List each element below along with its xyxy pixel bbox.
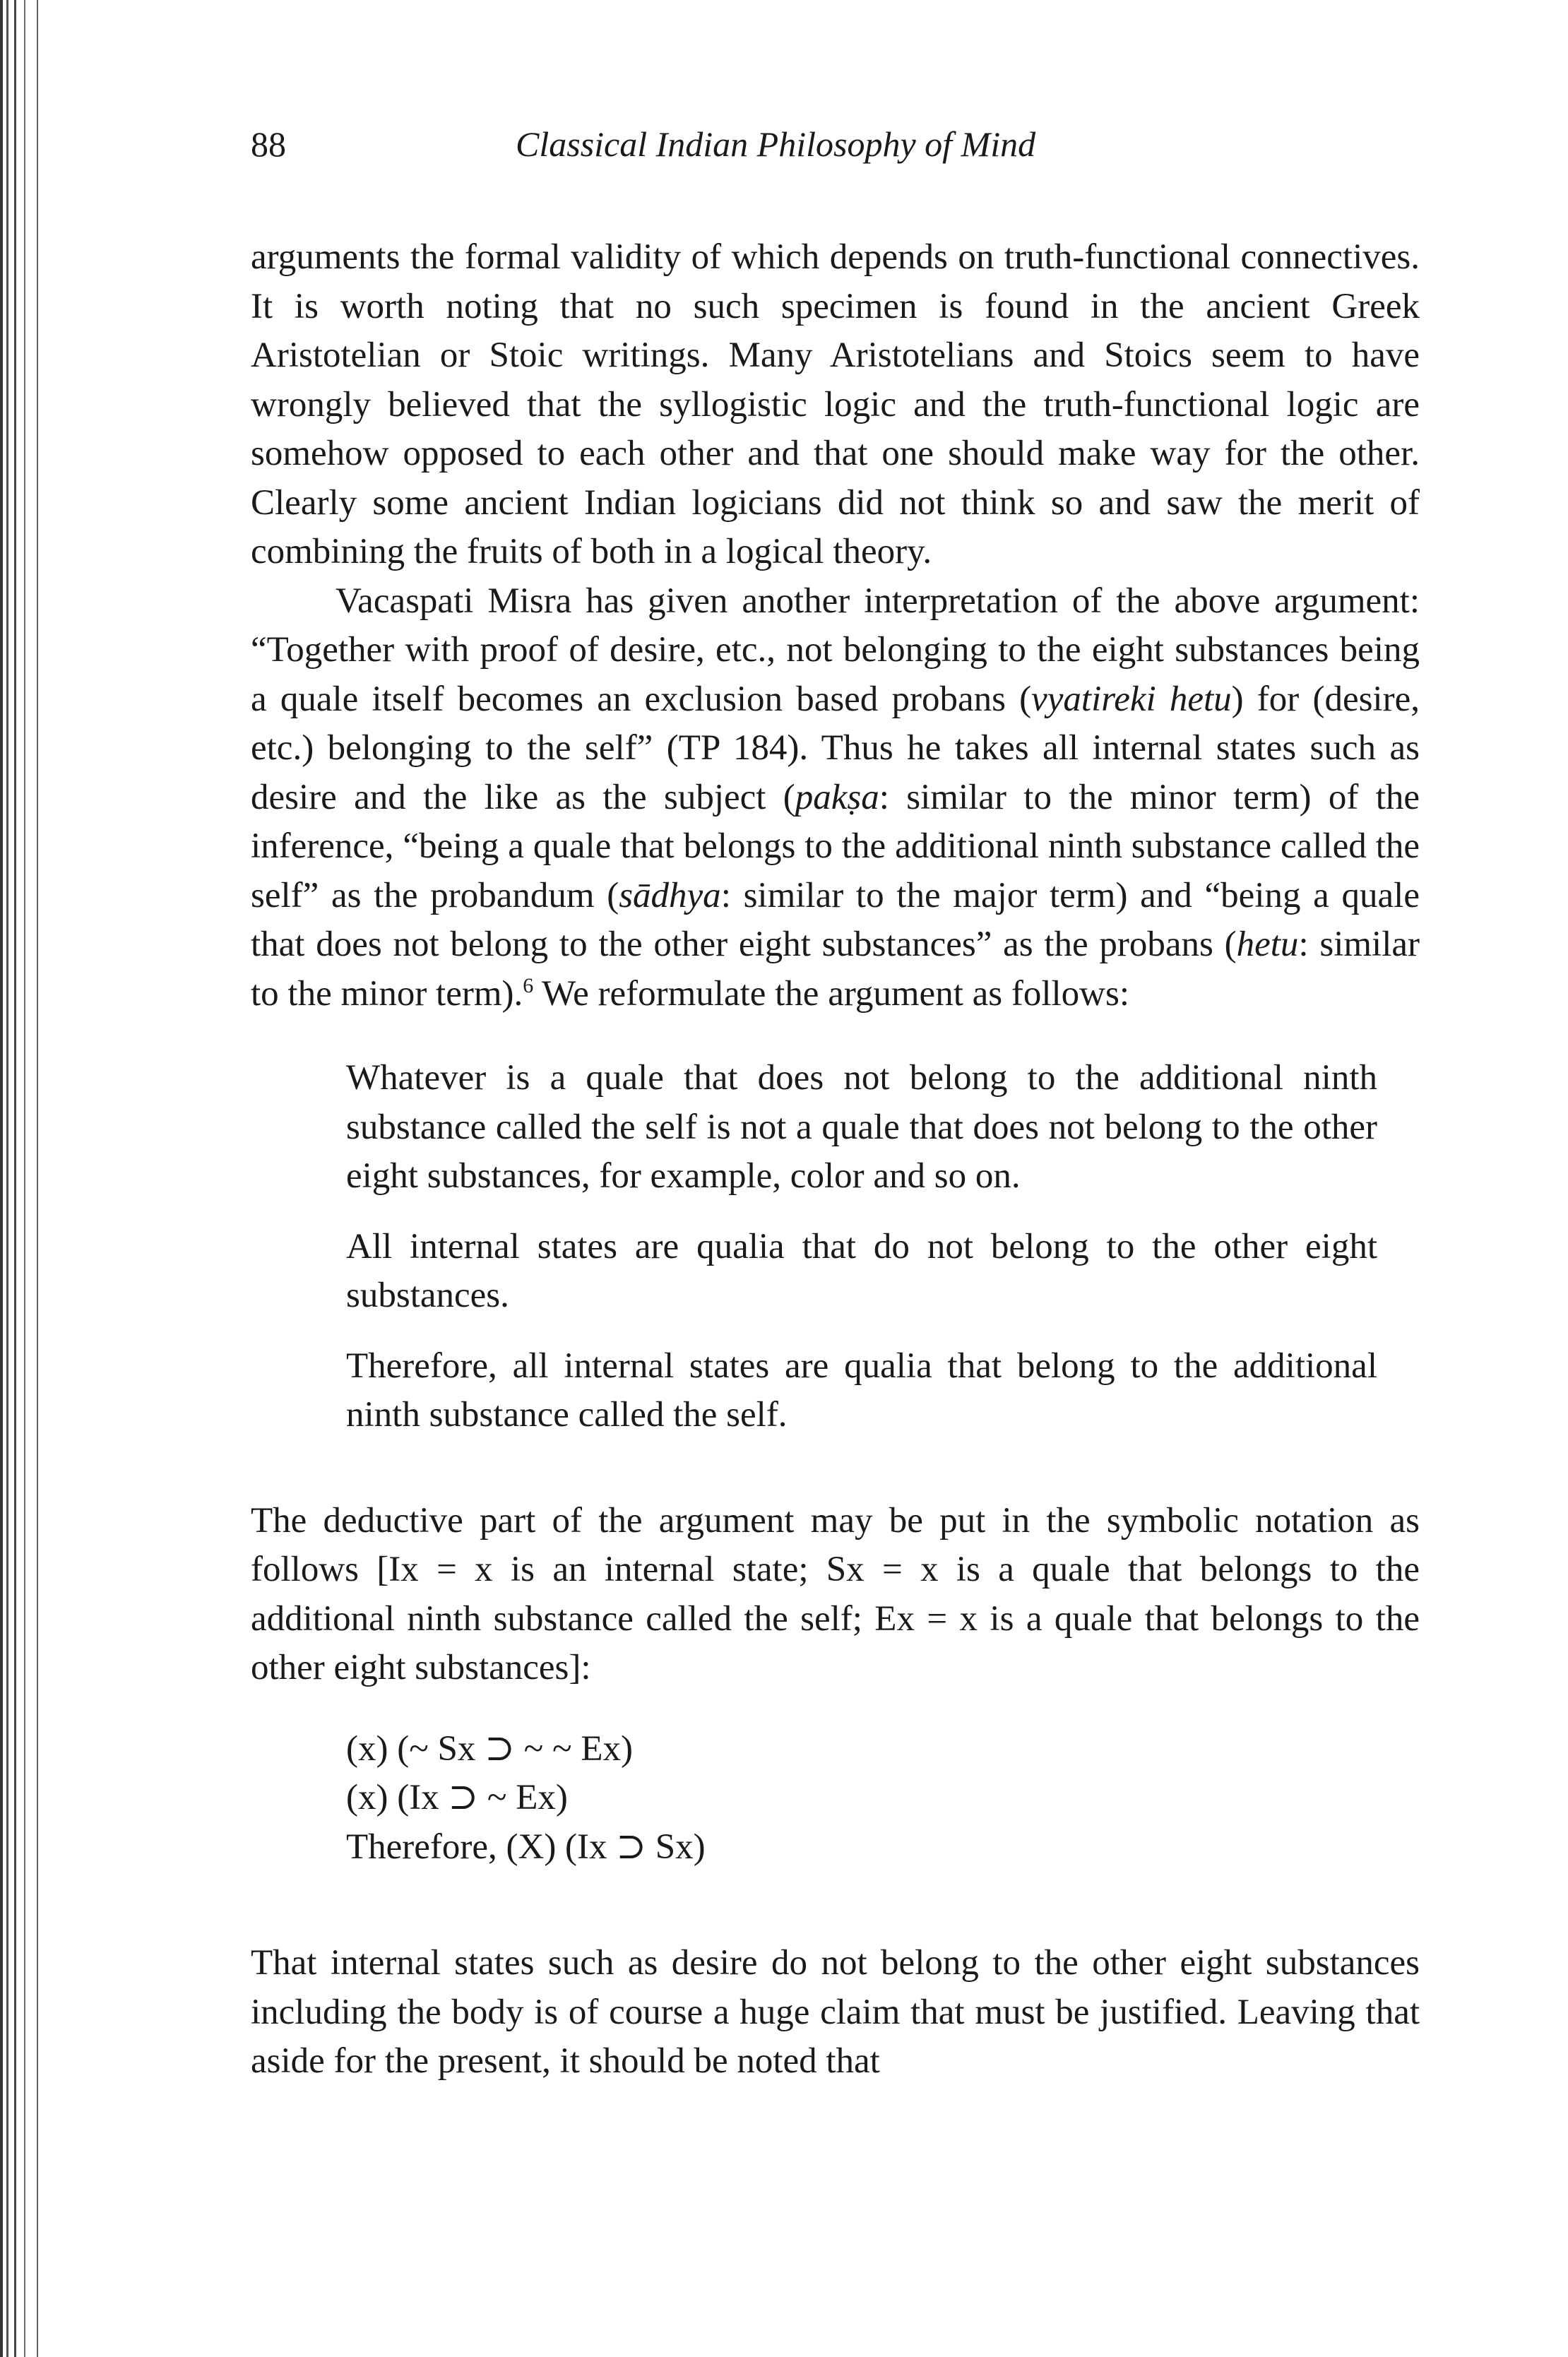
paragraph-3: The deductive part of the argument may be put in the symbolic notation as follows [Ix = x is an internal state; Sx = x is a quale that belongs to the additional ninth substance called the self; Ex = x is a quale that belongs to the other eight substances]: [251,1500,1420,1687]
book-spine-shadow [0,0,57,2357]
premise-minor: All internal states are qualia that do not belong to the other eight substances. [346,1226,1377,1315]
conclusion: Therefore, all internal states are qualia that belong to the additional ninth substance called the self. [346,1346,1377,1435]
paragraph-4: That internal states such as desire do not belong to the other eight substances including the body is of course a huge claim that must be justified. Leaving that aside for the present, it should be noted that [251,1943,1420,2081]
page-header [251,120,1420,184]
symbolic-formulas [346,1725,1420,1872]
page-body [251,120,1420,2086]
paragraph-2: Vacaspati Misra has given another interpretation of the above argument: “Together with proof of desire, etc., not belonging to the eight substances being a quale itself becomes an exclusion based probans (vyatireki hetu) for (desire, etc.) belonging to the self” (TP 184). Thus he takes all internal states such as desire and the like as the subject (pakṣa: similar to the minor term) of the inference, “being a quale that belongs to the additional ninth substance called the self” as the probandum (sādhya: similar to the major term) and “being a quale that does not belong to the other eight substances” as the probans (hetu: similar to the minor term).$^6$ We reformulate the argument as follows: [251,581,1420,1014]
formula-line: (x) (Ix ⊃ ~ Ex) [346,1778,568,1817]
page-number: 88 [251,124,286,164]
paragraph-1: arguments the formal validity of which depends on truth-functional connectives. It is worth noting that no such specimen is found in the ancient Greek Aristotelian or Stoic writings. Many Aristotelians and Stoics seem to have wrongly believed that the syllogistic logic and the truth-functional logic are somehow opposed to each other and that one should make way for the other. Clearly some ancient Indian logicians did not think so and saw the merit of combining the fruits of both in a logical theory. [251,237,1420,571]
syllogism-block [346,1054,1377,1440]
running-title: Classical Indian Philosophy of Mind [516,124,1036,164]
formula-line: Therefore, (X) (Ix ⊃ Sx) [346,1827,706,1867]
premise-major: Whatever is a quale that does not belong to the additional ninth substance called the self is not a quale that does not belong to the other eight substances, for example, color and so on. [346,1058,1377,1196]
footnote-marker: 6 [523,973,534,997]
formula-line: (x) (~ Sx ⊃ ~ ~ Ex) [346,1728,633,1769]
